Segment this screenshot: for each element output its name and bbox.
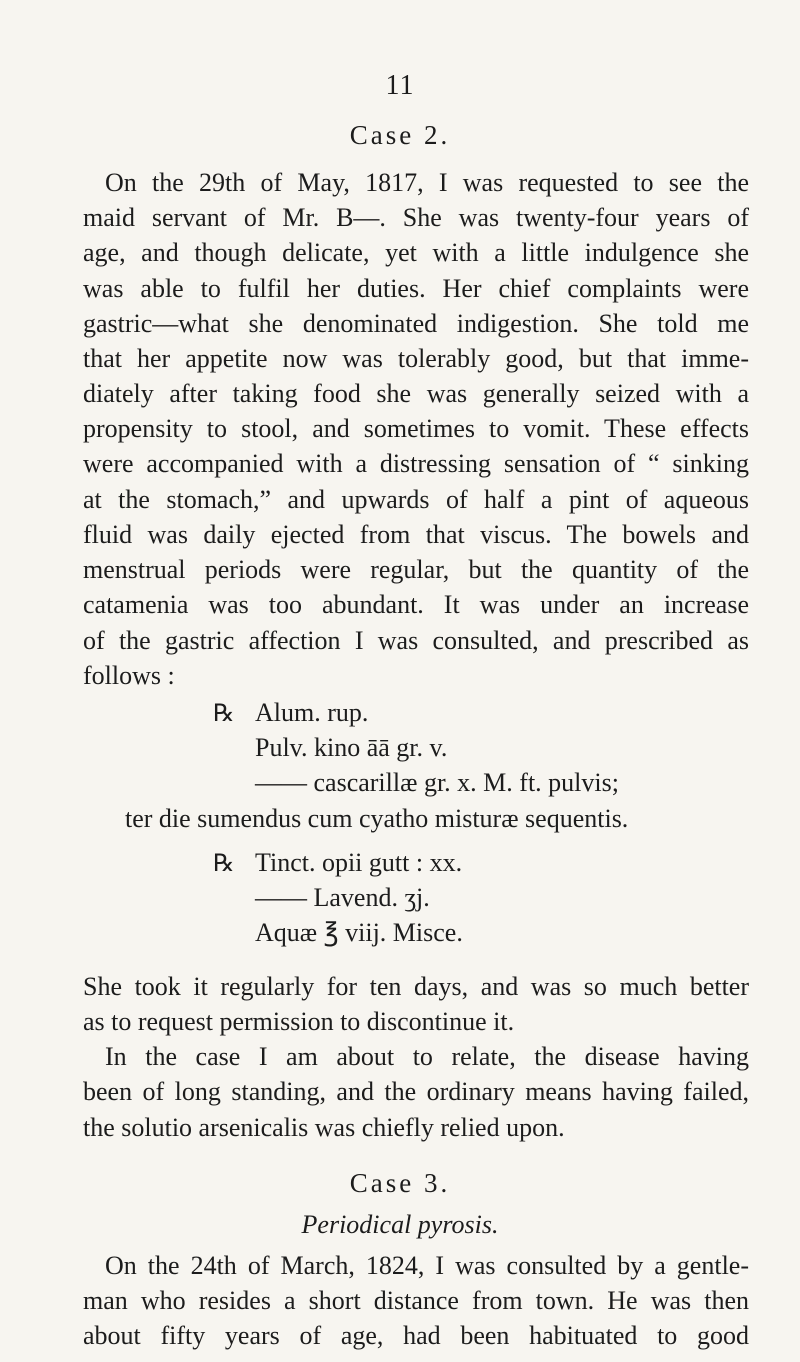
text-line: about fifty years of age, had been habituated to good: [83, 1321, 749, 1350]
text-line: been of long standing, and the ordinary means having failed,: [83, 1077, 749, 1106]
prescription-line: Pulv. kino āā gr. v.: [255, 733, 448, 762]
text-line: was able to fulfil her duties. Her chief complaints were: [83, 274, 749, 303]
text-line: at the stomach,” and upwards of half a pint of aqueous: [83, 485, 749, 514]
text-line: of the gastric affection I was consulted, and prescribed as: [83, 626, 749, 655]
text-line: diately after taking food she was generally seized with a: [83, 379, 749, 408]
text-line: fluid was daily ejected from that viscus. The bowels and: [83, 520, 749, 549]
prescription-line: —— Lavend. ʒj.: [255, 883, 430, 912]
text-line: as to request permission to discontinue it.: [83, 1007, 515, 1036]
text-line: gastric—what she denominated indigestion. She told me: [83, 309, 749, 338]
prescription-line: Tinct. opii gutt : xx.: [255, 848, 463, 877]
prescription-line: —— cascarillæ gr. x. M. ft. pulvis;: [255, 768, 619, 797]
text-line: that her appetite now was tolerably good, but that imme-: [83, 344, 749, 373]
text-line: On the 29th of May, 1817, I was requested to see the: [105, 168, 749, 197]
text-line: age, and though delicate, yet with a little indulgence she: [83, 238, 749, 267]
case-2-heading: Case 2.: [349, 120, 451, 150]
text-line: follows :: [83, 661, 175, 690]
text-line: On the 24th of March, 1824, I was consulted by a gentle-: [105, 1251, 749, 1280]
text-line: propensity to stool, and sometimes to vomit. These effects: [83, 414, 749, 443]
recipe-symbol: ℞: [213, 851, 235, 877]
text-line: man who resides a short distance from town. He was then: [83, 1286, 749, 1315]
case-3-heading: Case 3.: [349, 1168, 451, 1198]
prescription-line: Aquæ ℥ viij. Misce.: [255, 918, 463, 947]
prescription-line: Alum. rup.: [255, 698, 369, 727]
text-line: In the case I am about to relate, the disease having: [105, 1042, 749, 1071]
case-3-subheading: Periodical pyrosis.: [301, 1210, 499, 1239]
text-line: She took it regularly for ten days, and was so much better: [83, 972, 749, 1001]
text-line: the solutio arsenicalis was chiefly relied upon.: [83, 1113, 565, 1142]
recipe-symbol: ℞: [213, 701, 235, 727]
page-number: 11: [385, 70, 415, 101]
text-line: were accompanied with a distressing sensation of “ sinking: [83, 449, 749, 478]
text-line: catamenia was too abundant. It was under an increase: [83, 590, 749, 619]
text-line: maid servant of Mr. B—. She was twenty-four years of: [83, 203, 749, 232]
text-line: menstrual periods were regular, but the quantity of the: [83, 555, 749, 584]
prescription-closing: ter die sumendus cum cyatho misturæ sequentis.: [125, 804, 629, 833]
